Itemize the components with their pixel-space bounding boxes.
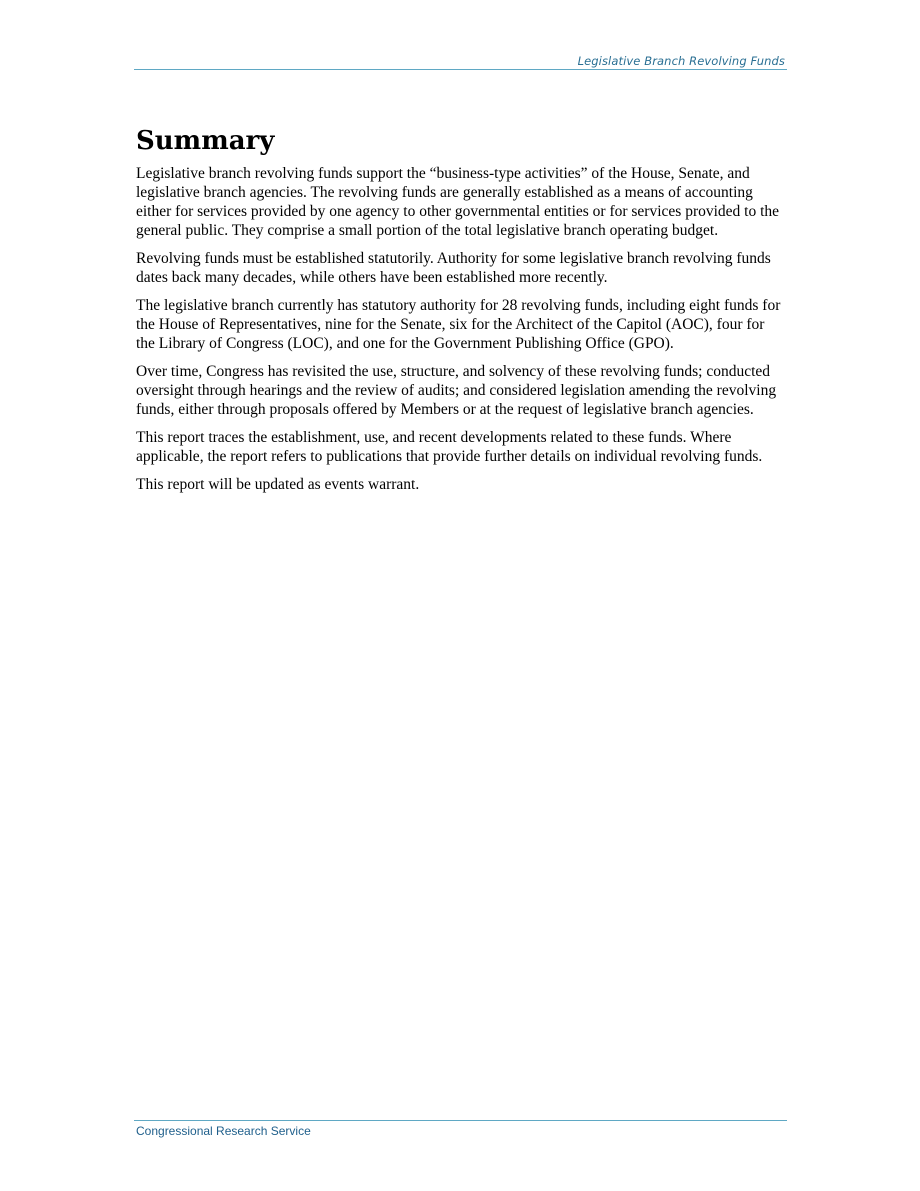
- running-title: Legislative Branch Revolving Funds: [577, 54, 785, 68]
- summary-paragraph-5: This report traces the establishment, use, and recent developments related to these funds. Where applicable, the report refers to publications that provide further details on individual revolving funds.: [136, 429, 763, 465]
- summary-paragraph-1: Legislative branch revolving funds support the “business-type activities” of the House, Senate, and legislative branch agencies. The revolving funds are generally established as a means of accounting either for services provided by one agency to other governmental entities or for services provided to the general public. They comprise a small portion of the total legislative branch operating budget.: [136, 165, 780, 239]
- footer-organization: Congressional Research Service: [136, 1124, 311, 1138]
- summary-paragraph-6: This report will be updated as events warrant.: [136, 476, 420, 493]
- summary-paragraph-2: Revolving funds must be established statutorily. Authority for some legislative branch revolving funds dates back many decades, while others have been established more recently.: [136, 250, 771, 286]
- summary-paragraph-4: Over time, Congress has revisited the use, structure, and solvency of these revolving funds; conducted oversight through hearings and the review of audits; and considered legislation amending the revolving funds, either through proposals offered by Members or at the request of legislative branch agencies.: [136, 363, 777, 418]
- summary-section: [136, 124, 782, 503]
- page-footer: [134, 1120, 787, 1138]
- summary-paragraph-3: The legislative branch currently has statutory authority for 28 revolving funds, including eight funds for the House of Representatives, nine for the Senate, six for the Architect of the Capitol (AOC), four for the Library of Congress (LOC), and one for the Government Publishing Office (GPO).: [136, 297, 781, 352]
- section-heading: Summary: [136, 126, 275, 156]
- page-header: [134, 53, 787, 70]
